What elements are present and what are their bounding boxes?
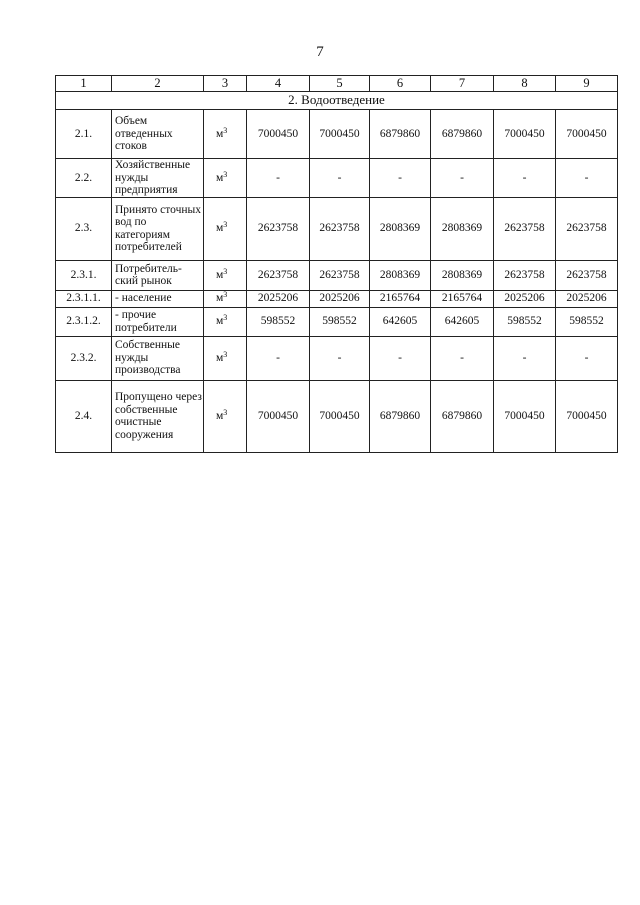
row-unit: [204, 159, 247, 198]
value-cell: 7000450: [247, 110, 310, 159]
table-row: [56, 380, 618, 452]
value-cell: 2808369: [370, 197, 431, 260]
value-cell: 2623758: [310, 260, 370, 290]
unit-base: м: [216, 409, 224, 422]
value-cell: 7000450: [494, 110, 556, 159]
unit-base: м: [216, 315, 224, 328]
value-cell: 7000450: [556, 110, 618, 159]
row-name: Принято сточных вод по категориям потребителей: [112, 197, 204, 260]
unit-exponent: 3: [223, 169, 228, 179]
table-row: [56, 197, 618, 260]
row-name: Собственные нужды производства: [112, 336, 204, 380]
value-cell: 642605: [431, 307, 494, 336]
row-number: 2.4.: [56, 380, 112, 452]
value-cell: 7000450: [310, 380, 370, 452]
value-cell: -: [247, 336, 310, 380]
row-unit: [204, 260, 247, 290]
header-cell: 8: [494, 76, 556, 92]
value-cell: -: [494, 159, 556, 198]
row-number: 2.3.1.: [56, 260, 112, 290]
table-row: [56, 307, 618, 336]
value-cell: -: [370, 336, 431, 380]
row-unit: [204, 197, 247, 260]
table-header-row: [56, 76, 618, 92]
value-cell: 2623758: [556, 197, 618, 260]
table-row: [56, 159, 618, 198]
value-cell: -: [370, 159, 431, 198]
value-cell: 2623758: [247, 260, 310, 290]
value-cell: 2623758: [494, 197, 556, 260]
value-cell: -: [494, 336, 556, 380]
unit-exponent: 3: [223, 349, 228, 359]
row-name: Объем отведенных стоков: [112, 110, 204, 159]
header-cell: 4: [247, 76, 310, 92]
row-name: - население: [112, 290, 204, 307]
row-name: Потребитель-ский рынок: [112, 260, 204, 290]
row-number: 2.1.: [56, 110, 112, 159]
value-cell: 7000450: [310, 110, 370, 159]
row-number: 2.2.: [56, 159, 112, 198]
value-cell: 2025206: [247, 290, 310, 307]
unit-exponent: 3: [223, 125, 228, 135]
unit-exponent: 3: [223, 266, 228, 276]
row-unit: [204, 290, 247, 307]
row-unit: [204, 336, 247, 380]
row-number: 2.3.2.: [56, 336, 112, 380]
unit-exponent: 3: [223, 290, 228, 300]
unit-base: м: [216, 268, 224, 281]
value-cell: 642605: [370, 307, 431, 336]
unit-base: м: [216, 171, 224, 184]
value-cell: 2025206: [310, 290, 370, 307]
unit-exponent: 3: [223, 407, 228, 417]
value-cell: 2165764: [370, 290, 431, 307]
value-cell: -: [556, 336, 618, 380]
value-cell: 2623758: [310, 197, 370, 260]
table-row: [56, 290, 618, 307]
value-cell: 2025206: [556, 290, 618, 307]
unit-exponent: 3: [223, 313, 228, 323]
value-cell: -: [310, 336, 370, 380]
value-cell: -: [431, 336, 494, 380]
unit-exponent: 3: [223, 220, 228, 230]
value-cell: 7000450: [247, 380, 310, 452]
row-name: Пропущено через собственные очистные сооружения: [112, 380, 204, 452]
row-unit: [204, 110, 247, 159]
unit-base: м: [216, 351, 224, 364]
value-cell: 2623758: [494, 260, 556, 290]
header-cell: 6: [370, 76, 431, 92]
value-cell: 2808369: [431, 197, 494, 260]
header-cell: 3: [204, 76, 247, 92]
value-cell: 6879860: [431, 380, 494, 452]
value-cell: -: [310, 159, 370, 198]
table-row: [56, 260, 618, 290]
unit-base: м: [216, 127, 224, 140]
header-cell: 9: [556, 76, 618, 92]
value-cell: 2808369: [370, 260, 431, 290]
value-cell: 598552: [247, 307, 310, 336]
row-name: Хозяйственные нужды предприятия: [112, 159, 204, 198]
value-cell: 598552: [494, 307, 556, 336]
unit-base: м: [216, 222, 224, 235]
value-cell: 7000450: [556, 380, 618, 452]
section-title: 2. Водоотведение: [56, 92, 618, 110]
value-cell: 598552: [556, 307, 618, 336]
value-cell: 2808369: [431, 260, 494, 290]
row-name: - прочие потребители: [112, 307, 204, 336]
header-cell: 7: [431, 76, 494, 92]
value-cell: -: [431, 159, 494, 198]
value-cell: 2623758: [247, 197, 310, 260]
value-cell: 6879860: [370, 110, 431, 159]
value-cell: 598552: [310, 307, 370, 336]
header-cell: 5: [310, 76, 370, 92]
row-number: 2.3.: [56, 197, 112, 260]
value-cell: -: [556, 159, 618, 198]
value-cell: 2025206: [494, 290, 556, 307]
table-row: [56, 110, 618, 159]
section-row: [56, 92, 618, 110]
value-cell: 2165764: [431, 290, 494, 307]
header-cell: 2: [112, 76, 204, 92]
row-unit: [204, 307, 247, 336]
value-cell: 6879860: [431, 110, 494, 159]
water-disposal-table: [55, 75, 618, 453]
value-cell: 6879860: [370, 380, 431, 452]
value-cell: -: [247, 159, 310, 198]
row-unit: [204, 380, 247, 452]
row-number: 2.3.1.2.: [56, 307, 112, 336]
row-number: 2.3.1.1.: [56, 290, 112, 307]
page-number: 7: [316, 44, 324, 60]
value-cell: 7000450: [494, 380, 556, 452]
table-row: [56, 336, 618, 380]
value-cell: 2623758: [556, 260, 618, 290]
header-cell: 1: [56, 76, 112, 92]
unit-base: м: [216, 292, 224, 305]
